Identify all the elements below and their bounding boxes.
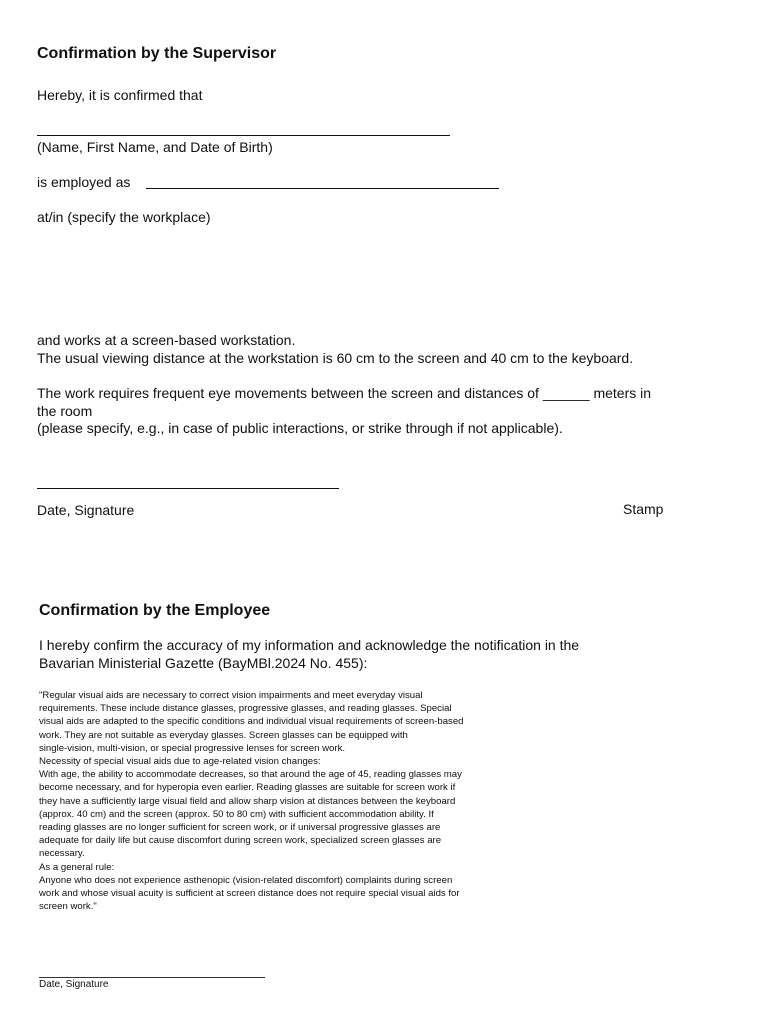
employee-confirm-paragraph (39, 637, 579, 672)
quote-line: With age, the ability to accommodate decreases, so that around the age of 45, reading glasses may (39, 769, 462, 781)
quote-line: (approx. 40 cm) and the screen (approx. 50 to 80 cm) with sufficient accommodation ability. If (39, 808, 434, 820)
quote-line: Necessity of special visual aids due to age-related vision changes: (39, 756, 321, 768)
employee-confirm-line-1: I hereby confirm the accuracy of my information and acknowledge the notification in the (39, 637, 580, 653)
eye-movement-line-3: (please specify, e.g., in case of public interactions, or strike through if not applicable). (37, 420, 563, 436)
quote-line: they have a sufficiently large visual field and allow sharp vision at distances between the keyboard (39, 795, 456, 807)
quote-line: Anyone who does not experience asthenopic (vision-related discomfort) complaints during screen (39, 874, 453, 886)
stamp-label: Stamp (623, 501, 664, 517)
quote-line: "Regular visual aids are necessary to correct vision impairments and meet everyday visual (39, 690, 423, 701)
supervisor-section-title: Confirmation by the Supervisor (37, 45, 277, 62)
quote-line: As a general rule: (39, 861, 115, 873)
employee-date-signature-label: Date, Signature (39, 979, 109, 990)
confirmed-intro-text: Hereby, it is confirmed that (37, 87, 203, 103)
supervisor-signature-line[interactable] (37, 488, 339, 489)
eye-movement-line-1: The work requires frequent eye movements between the screen and distances of ______ meters in (37, 385, 652, 401)
quote-line: requirements. These include distance glasses, progressive glasses, and reading glasses. Special (39, 703, 452, 715)
workstation-paragraph (37, 332, 633, 367)
employee-section-title: Confirmation by the Employee (39, 602, 271, 619)
name-signature-line[interactable] (37, 135, 450, 136)
employee-signature-line[interactable] (39, 977, 265, 978)
gazette-quote (39, 689, 569, 913)
employed-as-label: is employed as (37, 174, 131, 190)
quote-line: reading glasses are no longer sufficient for screen work, or if universal progressive glasses are (39, 822, 441, 834)
workplace-label: at/in (specify the workplace) (37, 209, 211, 225)
quote-line: screen work." (39, 901, 97, 913)
quote-line: necessary. (39, 848, 85, 860)
employee-confirm-line-2: Bavarian Ministerial Gazette (BayMBl.2024 No. 455): (39, 654, 368, 671)
works-at-text: and works at a screen-based workstation. (37, 332, 296, 348)
supervisor-date-signature-label: Date, Signature (37, 502, 135, 518)
quote-line: become necessary, and for hyperopia even earlier. Reading glasses are suitable for screen work if (39, 782, 456, 794)
quote-line: work. They are not suitable as everyday glasses. Screen glasses can be equipped with (39, 729, 408, 741)
eye-movement-paragraph (37, 385, 651, 438)
eye-movement-line-2: the room (37, 402, 93, 419)
quote-line: single-vision, multi-vision, or special progressive lenses for screen work. (39, 742, 346, 754)
quote-line: work and whose visual acuity is sufficient at screen distance does not require special visual aids for (39, 888, 460, 900)
viewing-distance-text: The usual viewing distance at the workstation is 60 cm to the screen and 40 cm to the keyboard. (37, 349, 634, 366)
name-field-label: (Name, First Name, and Date of Birth) (37, 139, 273, 155)
employed-as-field-line[interactable] (146, 188, 499, 189)
quote-line: visual aids are adapted to the specific conditions and individual visual requirements of screen-based (39, 716, 464, 728)
quote-line: adequate for daily life but cause discomfort during screen work, specialized screen glasses are (39, 835, 442, 847)
